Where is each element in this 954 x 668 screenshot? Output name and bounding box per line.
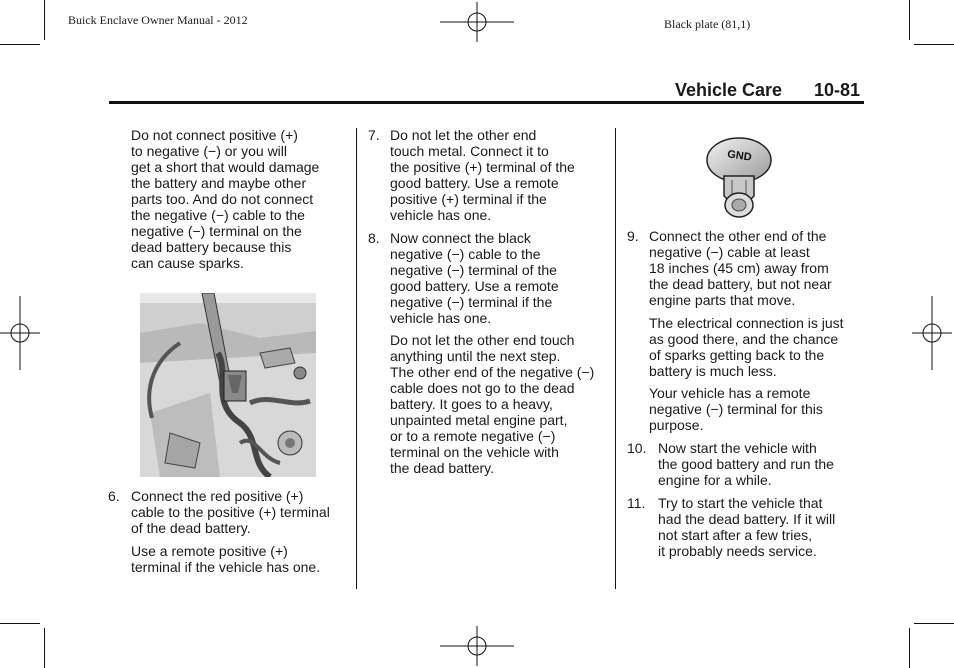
plate-label: Black plate (81,1) <box>664 17 751 31</box>
registration-mark-bottom <box>440 626 514 666</box>
page-number: 10-81 <box>814 80 861 100</box>
registration-mark-right <box>912 296 952 370</box>
manual-title: Buick Enclave Owner Manual - 2012 <box>68 13 248 27</box>
crop-mark <box>914 623 954 624</box>
step-6-note: Use a remote positive (+) terminal if the vehicle has one. <box>131 543 321 575</box>
registration-mark-top <box>440 2 514 42</box>
column-divider <box>615 128 616 589</box>
step-8-note: Do not let the other end touch anything until the next step. The other end of the negative (−) cable does not go to the dead battery. It goes to a heavy, unpainted metal engine part, or to a remote negative (−) terminal on the vehicle with the dead battery. <box>390 332 595 476</box>
step-9-note-2: Your vehicle has a remote negative (−) terminal for this purpose. <box>649 385 823 433</box>
crop-mark <box>0 44 40 45</box>
step-9-text: Connect the other end of the negative (−) cable at least 18 inches (45 cm) away from the dead battery, but not near engine parts that move. <box>649 228 832 308</box>
step-8-text: Now connect the black negative (−) cable to the negative (−) terminal of the good battery. Use a remote negative (−) terminal if the vehicle has one. <box>390 230 559 326</box>
column-divider <box>356 128 357 589</box>
step-number: 9. <box>627 228 639 244</box>
step-7-text: Do not let the other end touch metal. Connect it to the positive (+) terminal of the good battery. Use a remote positive (+) terminal if the vehicle has one. <box>390 127 575 223</box>
section-title: Vehicle Care <box>675 80 783 100</box>
crop-mark <box>914 44 954 45</box>
crop-mark <box>909 628 910 668</box>
step-number: 11. <box>627 495 646 511</box>
engine-bay-illustration <box>140 293 316 477</box>
crop-mark <box>0 623 40 624</box>
crop-mark <box>909 0 910 40</box>
step-number: 10. <box>627 440 647 456</box>
step-number: 8. <box>368 230 380 246</box>
ground-bolt-illustration <box>704 134 774 220</box>
step-number: 7. <box>368 127 380 143</box>
step-10-text: Now start the vehicle with the good battery and run the engine for a while. <box>658 440 834 488</box>
step-11-text: Try to start the vehicle that had the dead battery. If it will not start after a few tries, it probably needs service. <box>658 495 836 559</box>
gnd-label: GND <box>726 148 753 164</box>
step-6-text: Connect the red positive (+) cable to the positive (+) terminal of the dead battery. <box>131 488 330 536</box>
step-number: 6. <box>108 488 120 504</box>
crop-mark <box>44 628 45 668</box>
crop-mark <box>44 0 45 40</box>
registration-mark-left <box>0 296 40 370</box>
warning-text: Do not connect positive (+) to negative (−) or you will get a short that would damage the battery and maybe other parts too. And do not connect the negative (−) cable to the negative (−) terminal on the dead battery because this can cause sparks. <box>131 127 320 271</box>
header-rule <box>109 101 864 104</box>
step-9-note-1: The electrical connection is just as good there, and the chance of sparks getting back to the battery is much less. <box>649 315 844 379</box>
